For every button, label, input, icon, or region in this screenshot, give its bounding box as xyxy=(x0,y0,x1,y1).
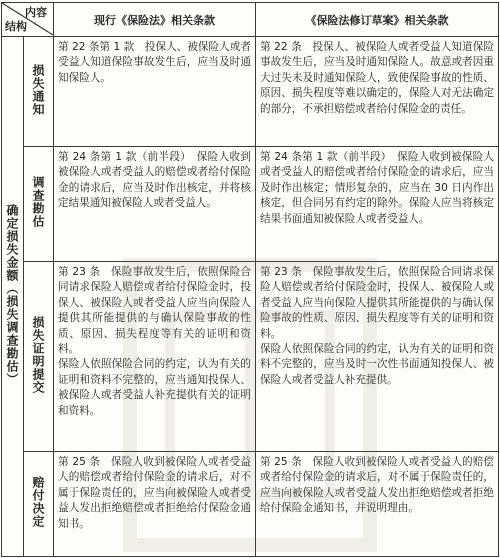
row-label-cell xyxy=(24,262,54,452)
clause-text: 第 25 条 保险人收到被保险人或者受益人的赔偿或者给付保险金的请求后，对不属于保险责任的，应当向被保险人或者受益人发出拒绝赔偿或者拒绝给付保险金通知书。 xyxy=(58,456,251,530)
clause-text: 第 22 条第 1 款 投保人、被保险人或者受益人知道保险事故发生后，应当及时通知保险人。 xyxy=(58,41,251,84)
clause-text: 第 23 条 保险事故发生后，依照保险合同请求保险人赔偿或者给付保险金时，投保人、被保险人或者受益人应当向保险人提供其所能提供的与确认保险事故的性质、原因、损失程度等有关的证明和资料。 xyxy=(260,266,494,340)
row-label-cell xyxy=(24,37,54,147)
current-law-cell xyxy=(54,452,256,557)
clause-text: 第 24 条第 1 款（前半段） 保险人收到被保险人或者受益人的赔偿或者给付保险金的请求后，应当及时作出核定，并将核定结果通知被保险人或者受益人。 xyxy=(58,151,251,210)
row-label-cell xyxy=(24,452,54,557)
current-law-cell xyxy=(54,262,256,452)
group-label-cell xyxy=(2,37,24,557)
table-row xyxy=(2,262,499,452)
current-law-cell xyxy=(54,147,256,262)
table-row xyxy=(2,452,499,557)
current-law-cell xyxy=(54,37,256,147)
draft-law-cell xyxy=(256,452,499,557)
table-row xyxy=(2,147,499,262)
group-label: 确定损失金额（损失调查勘估） xyxy=(5,203,19,386)
header-draft-law: 《保险法修订草案》相关条款 xyxy=(256,3,499,37)
row-label-cell xyxy=(24,147,54,262)
draft-law-cell xyxy=(256,37,499,147)
clause-text: 第 25 条 保险人收到被保险人或者受益人的赔偿或者给付保险金的请求后，对不属于保险责任的，应当向被保险人或者受益人发出拒绝赔偿或者拒绝给付保险金通知书，并说明理由。 xyxy=(260,456,494,515)
clause-text: 保险人依照保险合同的约定，认为有关的证明和资料不完整的，应当及时一次性书面通知投保人、被保险人或者受益人补充提供。 xyxy=(260,343,494,386)
row-label: 损失通知 xyxy=(31,63,45,116)
comparison-table xyxy=(1,2,499,557)
corner-structure-label: 结构 xyxy=(5,20,27,33)
clause-text: 第 22 条 投保人、被保险人或者受益人知道保险事故发生后，应当及时通知保险人。故意或者因重大过失未及时通知保险人，致使保险事故的性质、原因、损失程度等难以确定的，保险人对无法确定的部分，不承担赔偿或者给付保险金的责任。 xyxy=(260,41,494,115)
row-label: 调查勘估 xyxy=(31,176,45,228)
draft-law-cell xyxy=(256,147,499,262)
header-corner-cell xyxy=(2,3,54,37)
row-label: 损失证明提交 xyxy=(31,315,45,394)
row-label: 赔付决定 xyxy=(31,476,45,528)
header-current-law: 现行《保险法》相关条款 xyxy=(54,3,256,37)
clause-text: 第 23 条 保险事故发生后，依照保险合同请求保险人赔偿或者给付保险金时，投保人、被保险人或者受益人应当向保险人提供其所能提供的与确认保险事故的性质、原因、损失程度等有关的证明和资料。 xyxy=(58,266,251,356)
corner-content-label: 内容 xyxy=(25,6,47,19)
clause-text: 保险人依照保险合同的约定，认为有关的证明和资料不完整的，应当通知投保人、被保险人或者受益人补充提供有关的证明和资料。 xyxy=(58,358,251,417)
header-row xyxy=(2,3,499,37)
draft-law-cell xyxy=(256,262,499,452)
clause-text: 第 24 条第 1 款（前半段） 保险人收到被保险人或者受益人的赔偿或者给付保险金的请求后，应当及时作出核定；情形复杂的，应当在 30 日内作出核定，但合同另有约定的除外。保险人应当将核定结果书面通知被保险人或者受益人。 xyxy=(260,151,494,225)
table-row xyxy=(2,37,499,147)
